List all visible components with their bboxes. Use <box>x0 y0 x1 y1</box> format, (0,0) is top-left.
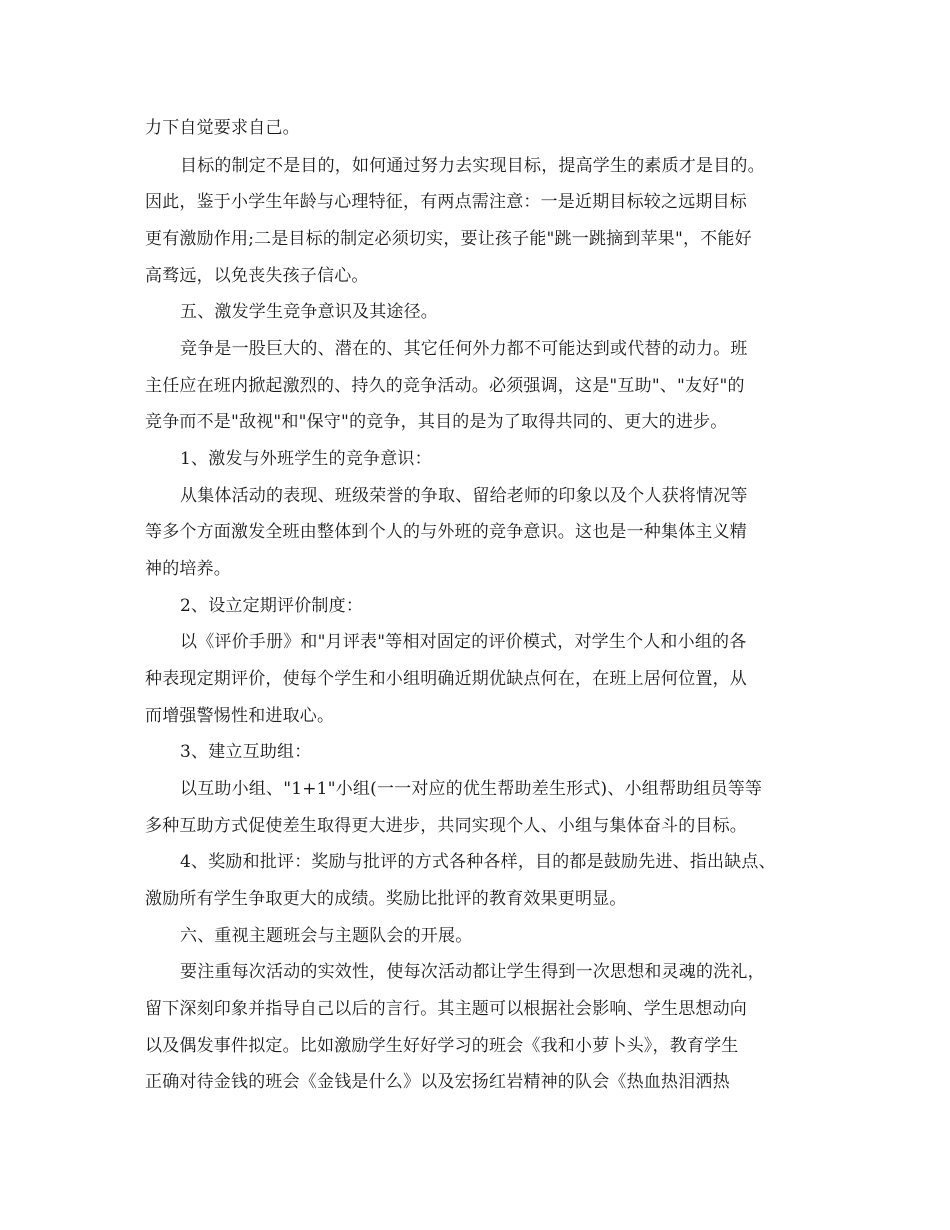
paragraph-line: 正确对待金钱的班会《金钱是什么》以及宏扬红岩精神的队会《热血热泪洒热 <box>145 1072 730 1092</box>
paragraph-line: 留下深刻印象并指导自己以后的言行。其主题可以根据社会影响、学生思想动向 <box>145 999 747 1019</box>
paragraph-line: 更有激励作用;二是目标的制定必须切实，要让孩子能"跳一跳摘到苹果"，不能好 <box>145 229 752 249</box>
paragraph-line: 因此，鉴于小学生年龄与心理特征，有两点需注意：一是近期目标较之远期目标 <box>145 192 747 212</box>
paragraph-line: 以《评价手册》和"月评表"等相对固定的评价模式，对学生个人和小组的各 <box>180 632 747 652</box>
paragraph-line: 而增强警惕性和进取心。 <box>145 706 335 726</box>
paragraph-line: 激励所有学生争取更大的成绩。奖励比批评的教育效果更明显。 <box>145 889 627 909</box>
paragraph-line: 从集体活动的表现、班级荣誉的争取、留给老师的印象以及个人获将情况等 <box>180 486 748 506</box>
subsection-heading: 1、激发与外班学生的竞争意识： <box>180 449 432 469</box>
subsection-heading: 3、建立互助组： <box>180 742 312 762</box>
paragraph-line: 竞争而不是"敌视"和"保守"的竞争，其目的是为了取得共同的、更大的进步。 <box>145 412 728 432</box>
paragraph-line: 4、奖励和批评：奖励与批评的方式各种各样，目的都是鼓励先进、指出缺点、 <box>180 852 776 872</box>
paragraph-line: 等多个方面激发全班由整体到个人的与外班的竞争意识。这也是一种集体主义精 <box>145 522 747 542</box>
subsection-heading: 2、设立定期评价制度： <box>180 596 364 616</box>
section-heading: 六、重视主题班会与主题队会的开展。 <box>180 926 473 946</box>
paragraph-line: 种表现定期评价，使每个学生和小组明确近期优缺点何在，在班上居何位置，从 <box>145 669 747 689</box>
paragraph-line: 以及偶发事件拟定。比如激励学生好好学习的班会《我和小萝卜头》，教育学生 <box>145 1036 739 1056</box>
paragraph-line: 目标的制定不是目的，如何通过努力去实现目标，提高学生的素质才是目的。 <box>180 156 765 176</box>
paragraph-line: 以互助小组、"1+1"小组(一一对应的优生帮助差生形式)、小组帮助组员等等 <box>180 779 763 799</box>
paragraph-line: 力下自觉要求自己。 <box>145 118 300 138</box>
section-heading: 五、激发学生竞争意识及其途径。 <box>180 302 438 322</box>
paragraph-line: 要注重每次活动的实效性，使每次活动都让学生得到一次思想和灵魂的洗礼， <box>180 962 765 982</box>
paragraph-line: 多种互助方式促使差生取得更大进步，共同实现个人、小组与集体奋斗的目标。 <box>145 816 747 836</box>
paragraph-line: 竞争是一股巨大的、潜在的、其它任何外力都不可能达到或代替的动力。班 <box>180 339 748 359</box>
paragraph-line: 高骛远，以免丧失孩子信心。 <box>145 266 369 286</box>
paragraph-line: 主任应在班内掀起激烈的、持久的竞争活动。必须强调，这是"互助"、"友好"的 <box>145 376 745 396</box>
paragraph-line: 神的培养。 <box>145 559 231 579</box>
